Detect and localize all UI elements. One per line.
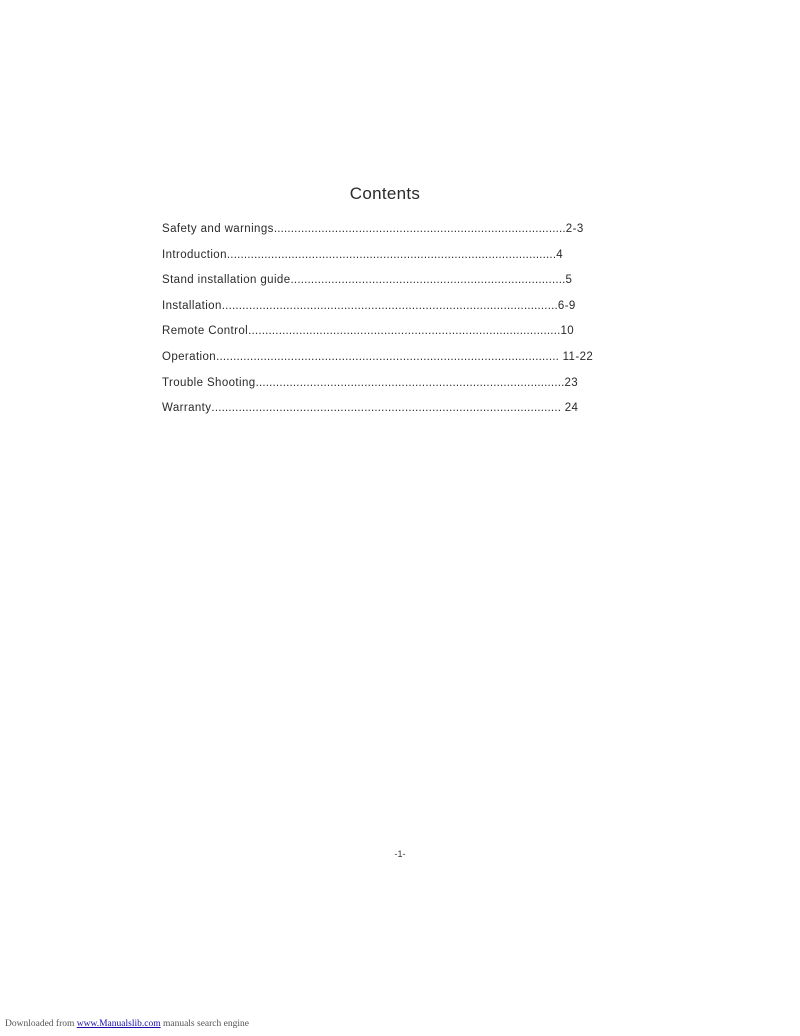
toc-entry-safety [162,221,662,247]
toc-label: Introduction [162,248,227,261]
toc-leader: ....................................................................................................... [211,402,562,415]
table-of-contents [162,221,662,426]
toc-leader: ................................................................................. [290,274,566,287]
toc-label: Trouble Shooting [162,376,256,389]
toc-label: Installation [162,299,222,312]
toc-entry-installation [162,298,662,324]
toc-leader: ................................................................................................... [221,299,558,312]
toc-entry-trouble-shooting [162,375,662,401]
toc-page: 24 [561,402,579,415]
footer-suffix: manuals search engine [160,1019,249,1029]
toc-entry-introduction [162,247,662,273]
download-footer [5,1019,249,1029]
toc-leader: ..................................................................................................... [216,350,560,363]
toc-page: 2-3 [565,223,584,235]
footer-prefix: Downloaded from [5,1019,77,1029]
toc-entry-operation [162,349,662,375]
manualslib-link[interactable]: www.Manualslib.com [76,1019,161,1029]
toc-label: Operation [162,350,217,363]
toc-leader: ........................................................................................... [255,376,565,389]
toc-label: Remote Control [162,325,249,338]
toc-entry-stand-installation [162,272,662,298]
toc-label: Stand installation guide [162,274,291,287]
page-title: Contents [349,184,421,203]
toc-leader: ............................................................................................ [248,325,561,338]
toc-leader: ................................................................................................. [226,248,557,261]
toc-page: 4 [556,248,564,261]
page-number: -1- [394,849,406,859]
toc-entry-remote-control [162,323,662,349]
toc-page: 23 [564,376,579,389]
toc-page: 5 [565,274,573,287]
toc-page: 10 [560,325,575,338]
toc-label: Warranty [162,402,212,415]
toc-page: 11-22 [559,350,594,363]
toc-entry-warranty [162,400,662,426]
toc-label: Safety and warnings [162,223,274,235]
toc-page: 6-9 [557,299,576,312]
toc-leader: ...................................................................................... [273,223,566,235]
